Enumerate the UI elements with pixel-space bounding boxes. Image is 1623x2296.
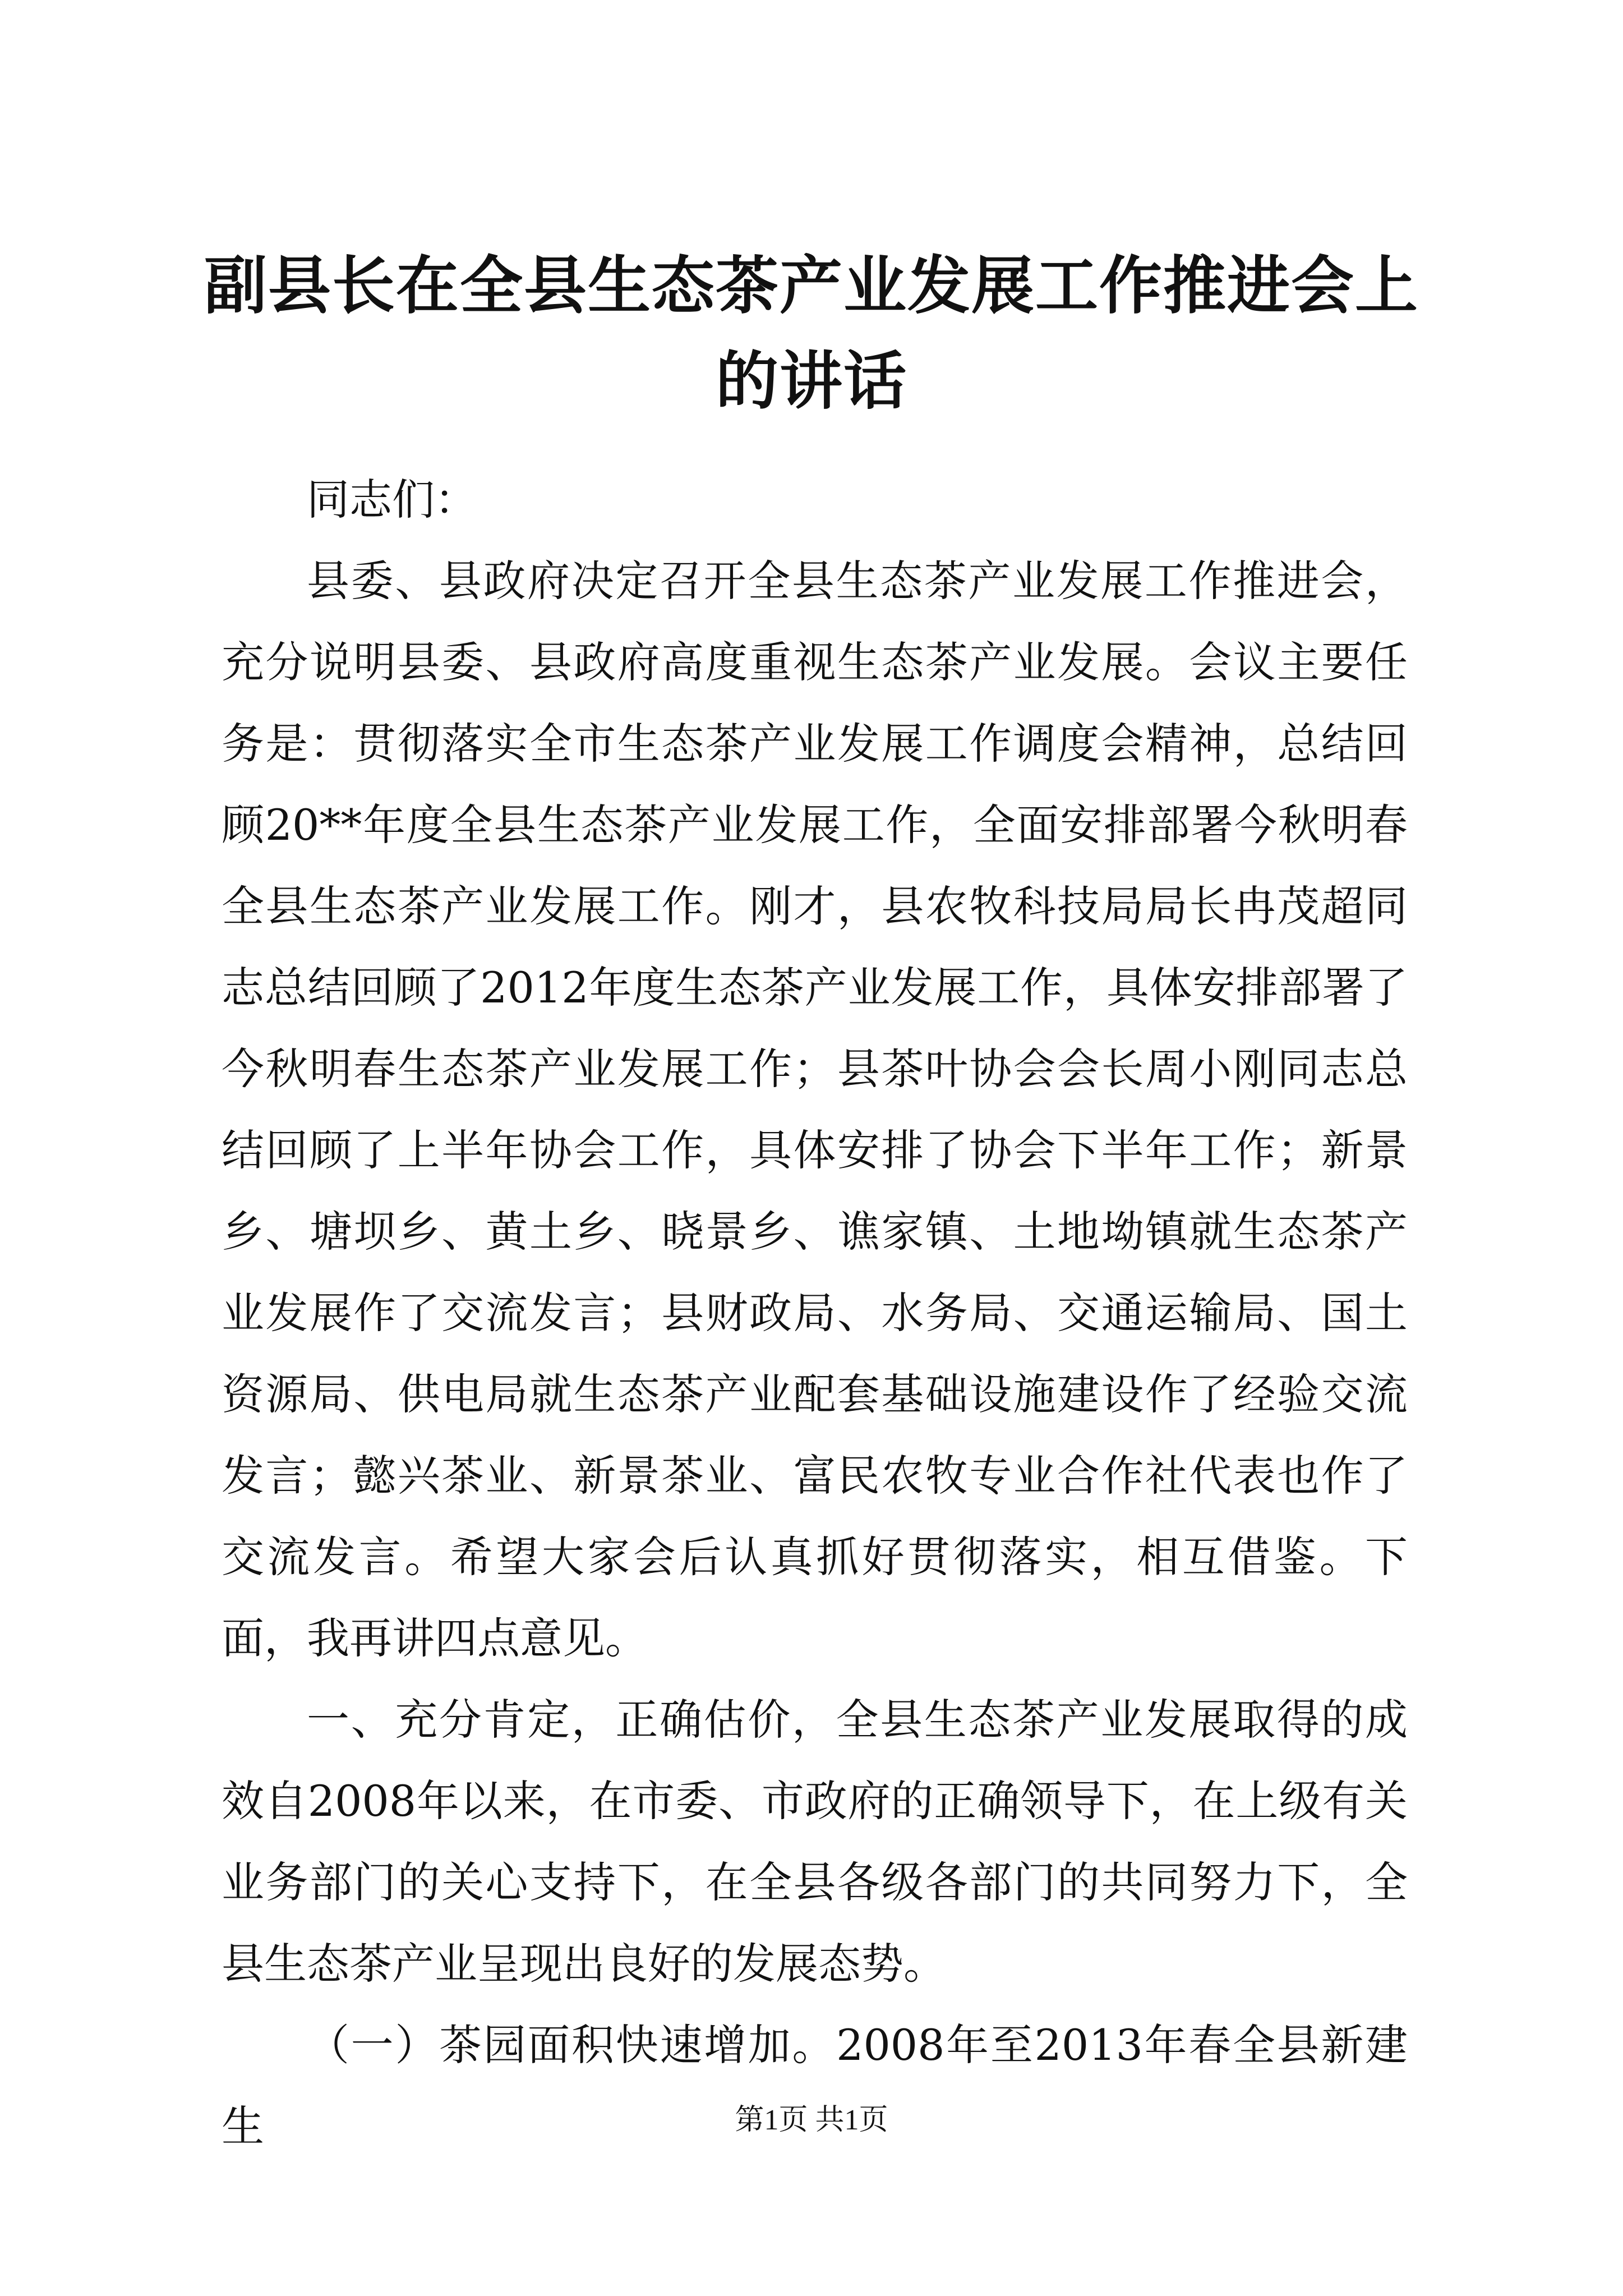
section-one-paragraph: 一、充分肯定，正确估价，全县生态茶产业发展取得的成效自2008年以来，在市委、市政府的正确领导下，在上级有关业务部门的关心支持下，在全县各级各部门的共同努力下，全县生态茶产业呈现出良好的发展态势。 — [222, 1695, 1408, 1989]
document-title: 副县长在全县生态茶产业发展工作推进会上的讲话 — [204, 249, 1419, 418]
document-body — [222, 459, 1408, 2167]
page-footer: 第1页 共1页 — [735, 2104, 888, 2136]
intro-paragraph: 县委、县政府决定召开全县生态茶产业发展工作推进会，充分说明县委、县政府高度重视生态茶产业发展。会议主要任务是：贯彻落实全市生态茶产业发展工作调度会精神，总结回顾20**年度全县生态茶产业发展工作，全面安排部署今秋明春全县生态茶产业发展工作。刚才，县农牧科技局局长冉茂超同志总结回顾了2012年度生态茶产业发展工作，具体安排部署了今秋明春生态茶产业发展工作；县茶叶协会会长周小刚同志总结回顾了上半年协会工作，具体安排了协会下半年工作；新景乡、塘坝乡、黄土乡、晓景乡、谯家镇、土地坳镇就生态茶产业发展作了交流发言；县财政局、水务局、交通运输局、国土资源局、供电局就生态茶产业配套基础设施建设作了经验交流发言；懿兴茶业、新景茶业、富民农牧专业合作社代表也作了交流发言。希望大家会后认真抓好贯彻落实，相互借鉴。下面，我再讲四点意见。 — [222, 556, 1408, 1663]
subsection-one-paragraph: （一）茶园面积快速增加。2008年至2013年春全县新建生 — [222, 2020, 1408, 2151]
salutation-paragraph: 同志们： — [307, 475, 477, 524]
